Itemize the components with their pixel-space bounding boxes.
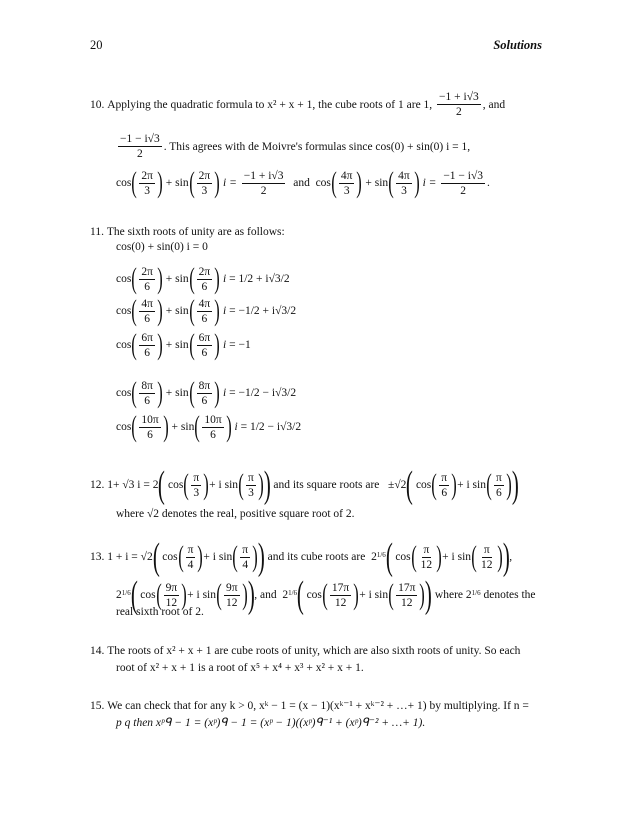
problem-13-line2: 2 $^{1/6}$ ( cos ( $\frac{9\pi}{12}$ ) + i sin ( $\frac{9\pi}{12}$ ) ) , and 2 $^{1/6}$ ( cos ( $\frac{17\pi}{12}$ ) + i sin ( $\frac{17\pi}{12}$ ) ) where 2 $^{1/6}$ denotes the (116, 574, 536, 616)
problem-10-line2 (116, 132, 470, 161)
problem-14-line1: 14. The roots of x² + x + 1 are cube roots of unity, which are also sixth roots of unity. So each (90, 645, 521, 657)
section-title: Solutions (493, 38, 542, 52)
fraction: $\frac{-1 - i√3}{2}$ (120, 133, 160, 160)
problem-12-where: where √2 denotes the real, positive square root of 2. (116, 508, 355, 520)
problem-10-line1 (90, 90, 505, 119)
sixth-root-row: cos ( $\frac{8\pi}{6}$ ) + sin ( $\frac{8\pi}{6}$ ) i = −1/2 − i√3/2 (116, 376, 297, 409)
problem-14-line2: root of x² + x + 1 is a root of x⁵ + x⁴ + x³ + x² + x + 1. (116, 662, 364, 674)
sixth-root-row: cos ( $\frac{2\pi}{6}$ ) + sin ( $\frac{2\pi}{6}$ ) i = 1/2 + i√3/2 (116, 262, 290, 295)
sixth-root-row: cos ( $\frac{6\pi}{6}$ ) + sin ( $\frac{6\pi}{6}$ ) i = −1 (116, 328, 251, 361)
text: Applying the quadratic formula to x² + x + 1, the cube roots of 1 are 1, (107, 98, 433, 111)
problem-15-line1: 15. We can check that for any k > 0, xᵏ − 1 = (x − 1)(xᵏ⁻¹ + xᵏ⁻² + …+ 1) by multiplying. If n = (90, 700, 529, 712)
problem-12-line1: 12. 1+ √3 i = 2 ( cos ( $\frac{\pi}{3}$ ) + i sin ( $\frac{\pi}{3}$ ) ) and its square roots are ±√2 ( cos ( $\frac{\pi}{6}$ ) + i sin ( $\frac{\pi}{6}$ ) ) (90, 464, 519, 506)
sixth-root-row: cos ( $\frac{4\pi}{6}$ ) + sin ( $\frac{4\pi}{6}$ ) i = −1/2 + i√3/2 (116, 294, 297, 327)
problem-15-line2: p q then xᵖᑫ − 1 = (xᵖ)ᑫ − 1 = (xᵖ − 1)((xᵖ)ᑫ⁻¹ + (xᵖ)ᑫ⁻² + …+ 1). (116, 717, 426, 729)
fraction: $\frac{-1 + i√3}{2}$ (439, 91, 479, 118)
text: . This agrees with de Moivre's formulas since cos(0) + sin(0) i = 1, (163, 140, 471, 153)
problem-13-last: real sixth root of 2. (116, 606, 204, 618)
problem-11-first: cos(0) + sin(0) i = 0 (116, 241, 208, 253)
sixth-root-row: cos ( $\frac{10\pi}{6}$ ) + sin ( $\frac{10\pi}{6}$ ) i = 1/2 − i√3/2 (116, 410, 302, 443)
problem-number: 10. (90, 98, 105, 111)
problem-11-intro: 11. The sixth roots of unity are as follows: (90, 226, 285, 238)
problem-10-line3: cos ( $\frac{2\pi}{3}$ ) + sin ( $\frac{2\pi}{3}$ ) i = $\frac{-1 + i√3}{2}$ and cos ( $\frac{4\pi}{3}$ ) + sin ( $\frac{4\pi}{3}$ ) i = $\frac{-1 - i√3}{2}$ . (116, 166, 490, 199)
page-number: 20 (90, 38, 103, 52)
problem-13-line1: 13. 1 + i = √2 ( cos ( $\frac{\pi}{4}$ ) + i sin ( $\frac{\pi}{4}$ ) ) and its cube roots are 2 $^{1/6}$ ( cos ( $\frac{\pi}{12}$ ) + i sin ( $\frac{\pi}{12}$ ) ) , (90, 536, 513, 578)
text: , and (482, 98, 506, 111)
